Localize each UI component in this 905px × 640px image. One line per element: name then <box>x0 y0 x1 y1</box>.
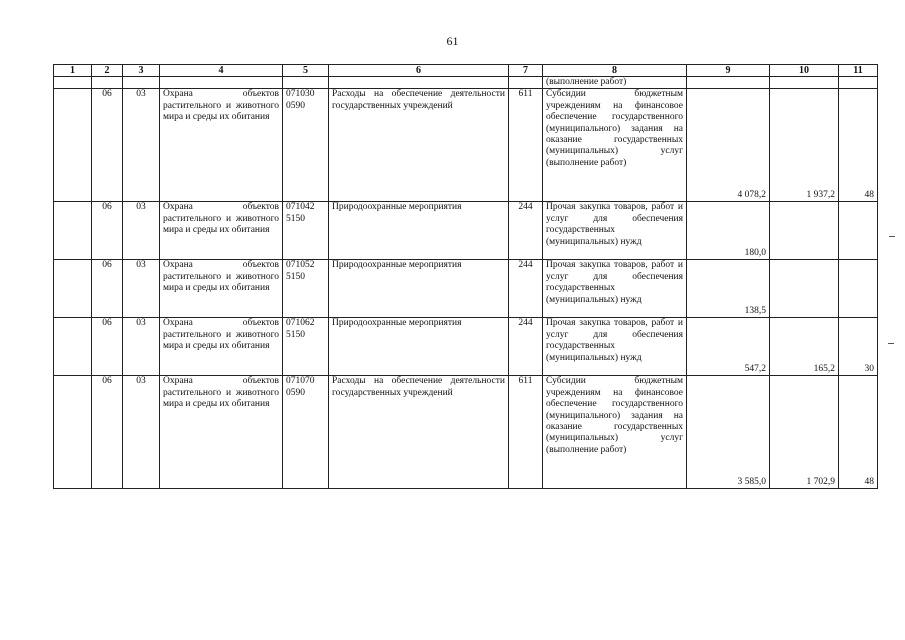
cell-target-code: 071052 5150 <box>283 260 329 318</box>
column-header: 2 <box>92 65 123 77</box>
cell-target-name: Природоохранные мероприятия <box>329 318 509 376</box>
cell-col1 <box>54 89 92 202</box>
cell-expense-name: Субсидии бюджетным учреждениям на финансовое обеспечение государственного (муниципального) задания на оказание государственных (муниципальных) услуг (выполнение работ) <box>543 376 687 489</box>
cell-actual <box>770 260 839 318</box>
cell-target-name: Природоохранные мероприятия <box>329 260 509 318</box>
cell-section: 06 <box>92 202 123 260</box>
column-header: 9 <box>687 65 770 77</box>
cell-actual: 1 702,9 <box>770 376 839 489</box>
column-header: 4 <box>160 65 283 77</box>
cell-expense-name: Субсидии бюджетным учреждениям на финансовое обеспечение государственного (муниципального) задания на оказание государственных (муниципальных) услуг (выполнение работ) <box>543 89 687 202</box>
cell-percent <box>839 202 878 260</box>
cell-plan: 180,0 <box>687 202 770 260</box>
column-header: 10 <box>770 65 839 77</box>
cell-expense-name: Прочая закупка товаров, работ и услуг для обеспечения государственных (муниципальных) нужд <box>543 202 687 260</box>
cell-col1 <box>54 318 92 376</box>
column-header: 5 <box>283 65 329 77</box>
scan-mark <box>889 236 895 237</box>
cell-plan: 138,5 <box>687 260 770 318</box>
cell-section: 06 <box>92 318 123 376</box>
page-number: 61 <box>446 34 459 48</box>
cell-section: 06 <box>92 260 123 318</box>
cell-section: 06 <box>92 376 123 489</box>
cell-plan: 3 585,0 <box>687 376 770 489</box>
table-row <box>54 318 878 376</box>
cell-actual <box>770 202 839 260</box>
column-header: 6 <box>329 65 509 77</box>
cell-subsection-name: Охрана объектов растительного и животного мира и среды их обитания <box>160 260 283 318</box>
cell-percent: 48 <box>839 89 878 202</box>
column-header: 11 <box>839 65 878 77</box>
continuation-text: (выполнение работ) <box>543 77 687 89</box>
cell-target-code: 071042 5150 <box>283 202 329 260</box>
cell-col1 <box>54 376 92 489</box>
cell-actual: 1 937,2 <box>770 89 839 202</box>
table-row <box>54 89 878 202</box>
continuation-row <box>54 77 878 89</box>
cell-percent: 30 <box>839 318 878 376</box>
cell-subsection: 03 <box>123 202 160 260</box>
column-header: 3 <box>123 65 160 77</box>
cell-subsection: 03 <box>123 89 160 202</box>
cell-percent <box>839 260 878 318</box>
cell-target-name: Расходы на обеспечение деятельности государственных учреждений <box>329 89 509 202</box>
budget-table <box>53 64 878 489</box>
cell-expense-type: 244 <box>509 318 543 376</box>
cell-target-code: 071030 0590 <box>283 89 329 202</box>
cell-subsection: 03 <box>123 376 160 489</box>
cell-expense-type: 611 <box>509 89 543 202</box>
cell-target-code: 071062 5150 <box>283 318 329 376</box>
cell-subsection: 03 <box>123 260 160 318</box>
cell-plan: 4 078,2 <box>687 89 770 202</box>
cell-col1 <box>54 202 92 260</box>
header-row <box>54 65 878 77</box>
cell-expense-name: Прочая закупка товаров, работ и услуг для обеспечения государственных (муниципальных) нужд <box>543 318 687 376</box>
cell-subsection-name: Охрана объектов растительного и животного мира и среды их обитания <box>160 318 283 376</box>
cell-percent: 48 <box>839 376 878 489</box>
cell-subsection: 03 <box>123 318 160 376</box>
table-row <box>54 202 878 260</box>
cell-col1 <box>54 260 92 318</box>
cell-target-name: Природоохранные мероприятия <box>329 202 509 260</box>
cell-actual: 165,2 <box>770 318 839 376</box>
cell-expense-type: 244 <box>509 202 543 260</box>
cell-subsection-name: Охрана объектов растительного и животного мира и среды их обитания <box>160 202 283 260</box>
cell-expense-name: Прочая закупка товаров, работ и услуг для обеспечения государственных (муниципальных) нужд <box>543 260 687 318</box>
column-header: 1 <box>54 65 92 77</box>
cell-expense-type: 611 <box>509 376 543 489</box>
table-row <box>54 376 878 489</box>
column-header: 8 <box>543 65 687 77</box>
cell-target-code: 071070 0590 <box>283 376 329 489</box>
cell-plan: 547,2 <box>687 318 770 376</box>
column-header: 7 <box>509 65 543 77</box>
scan-mark <box>888 343 894 344</box>
cell-section: 06 <box>92 89 123 202</box>
table-row <box>54 260 878 318</box>
cell-target-name: Расходы на обеспечение деятельности государственных учреждений <box>329 376 509 489</box>
cell-subsection-name: Охрана объектов растительного и животного мира и среды их обитания <box>160 89 283 202</box>
cell-subsection-name: Охрана объектов растительного и животного мира и среды их обитания <box>160 376 283 489</box>
cell-expense-type: 244 <box>509 260 543 318</box>
